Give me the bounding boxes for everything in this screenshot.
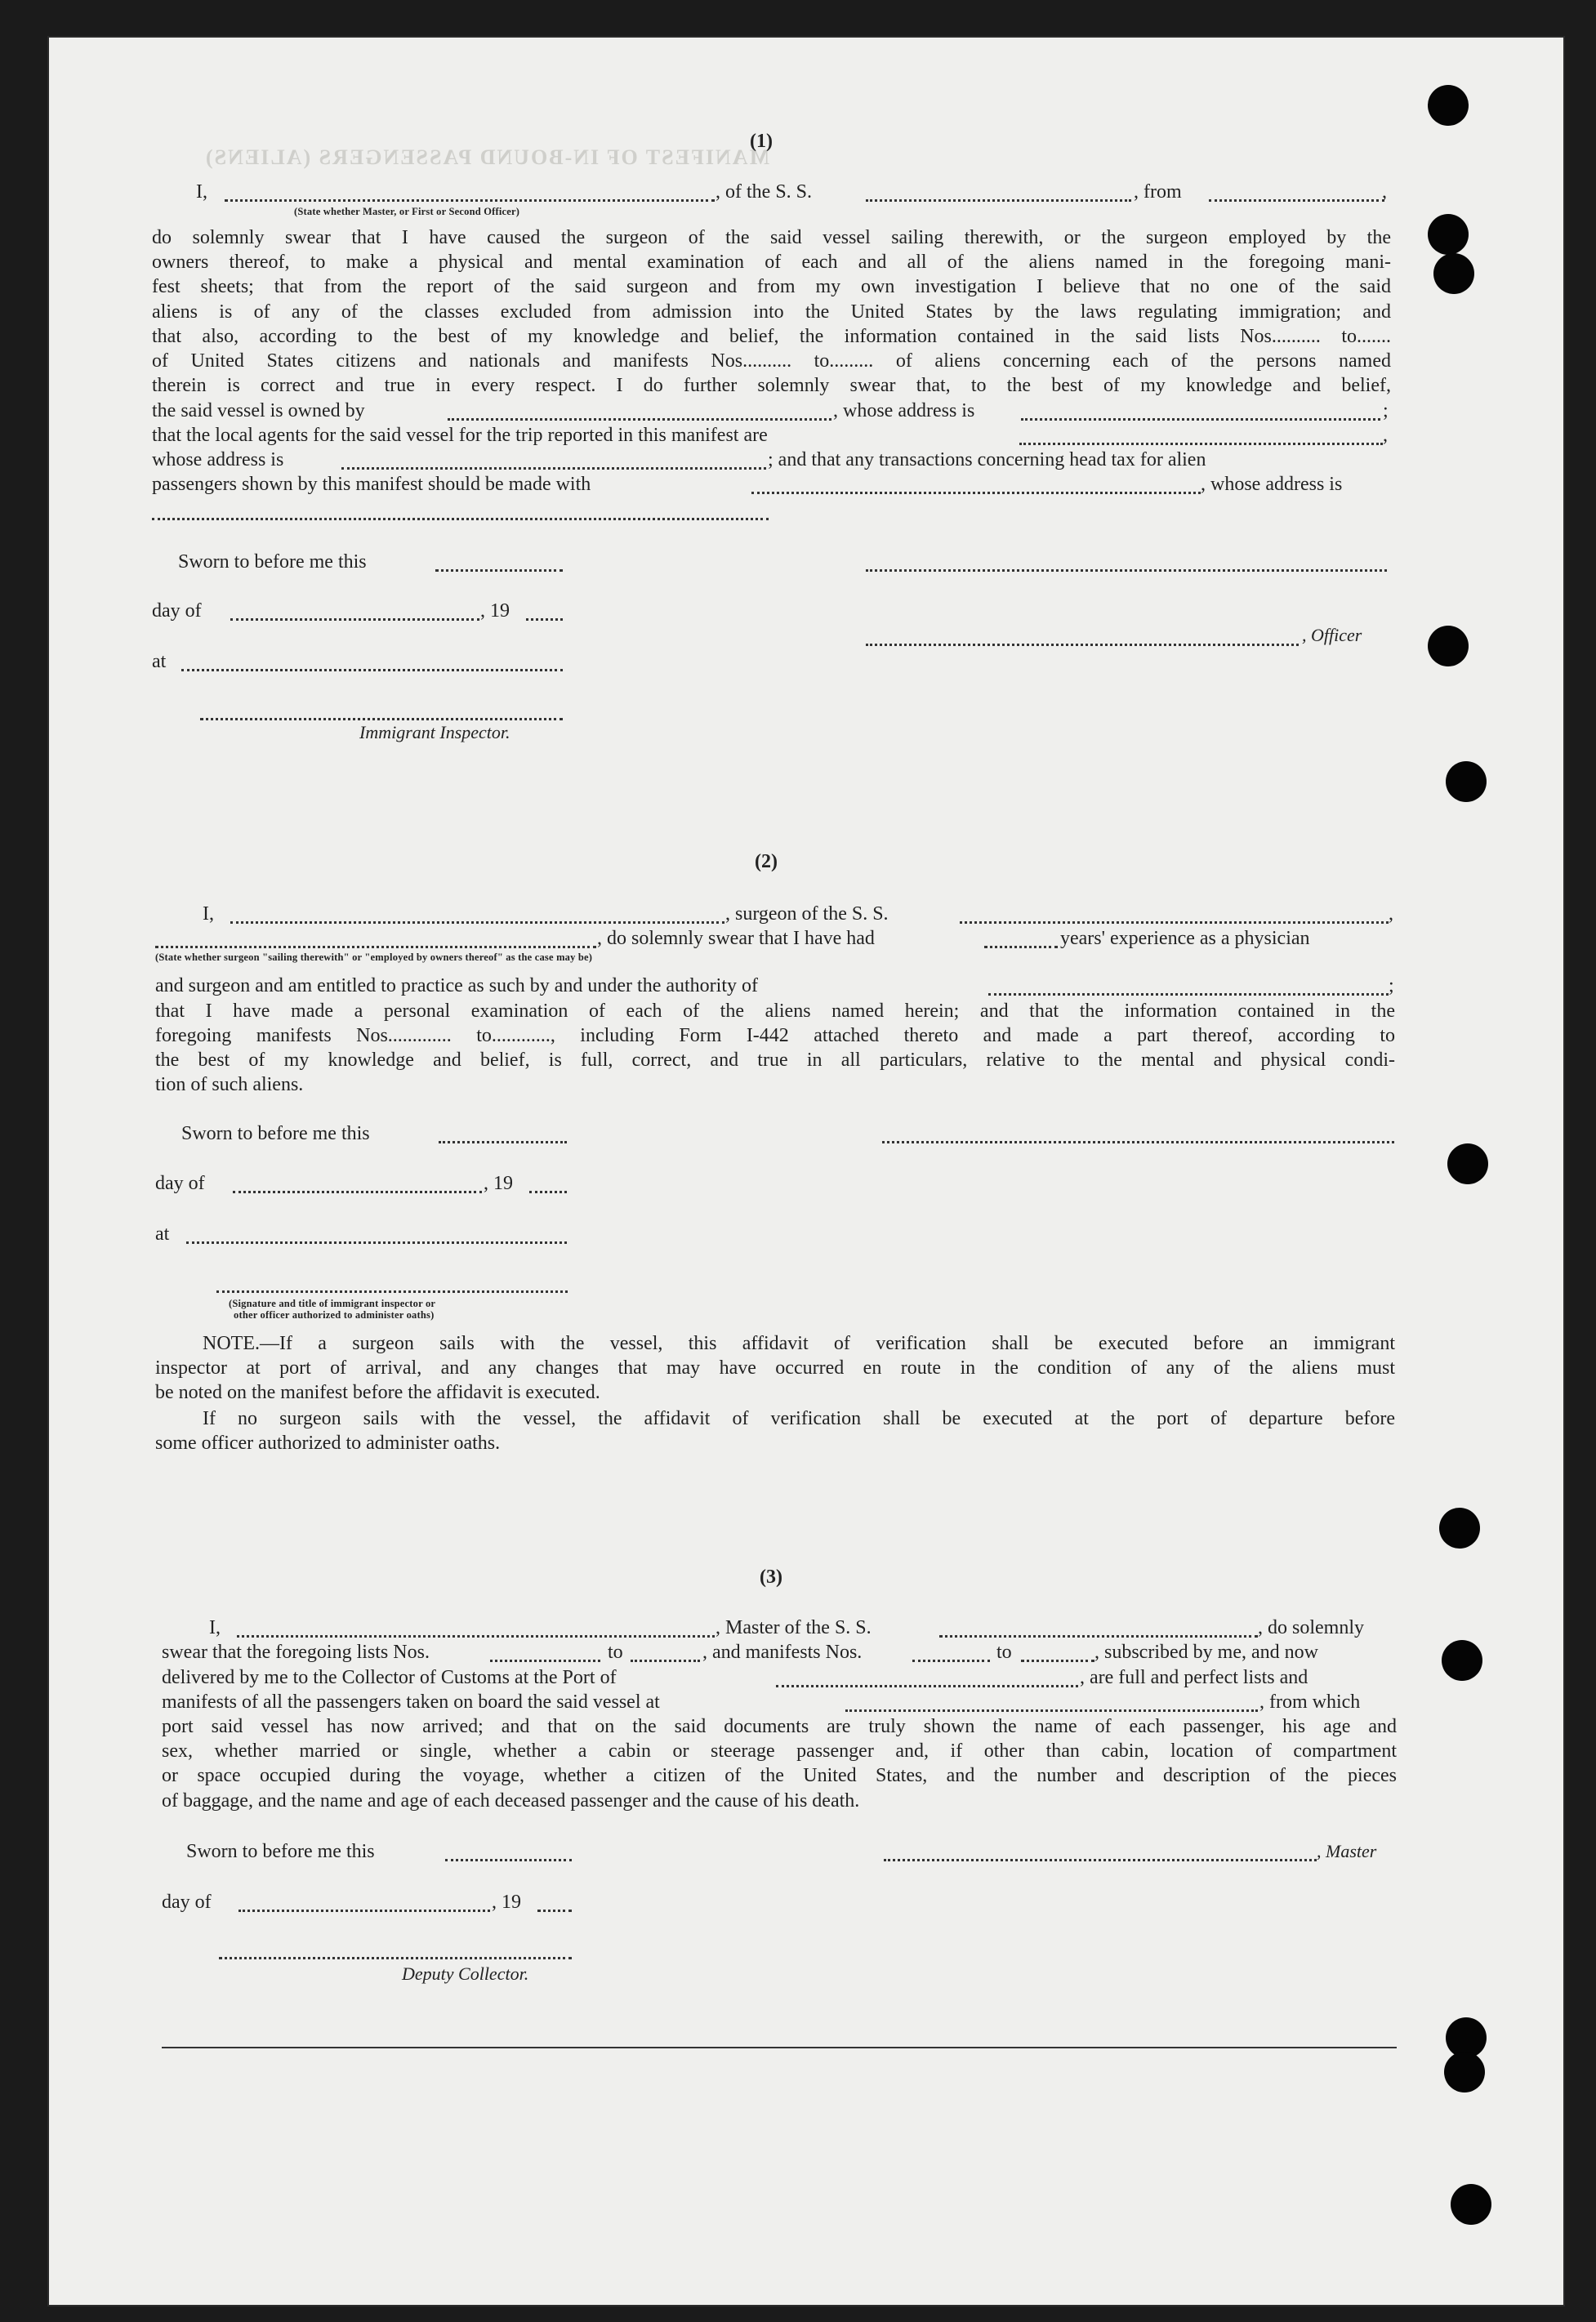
label-day-of: day of bbox=[152, 600, 202, 622]
label-of-ss: , of the S. S. bbox=[716, 181, 813, 203]
label-master-of: , Master of the S. S. bbox=[716, 1617, 872, 1638]
label-surgeon-of: , surgeon of the S. S. bbox=[725, 903, 889, 925]
master-name-field[interactable] bbox=[237, 1635, 715, 1638]
label-19: , 19 bbox=[480, 600, 510, 622]
semicolon: ; bbox=[1389, 975, 1394, 996]
oath-line: of United States citizens and nationals and manifests Nos.......... to......... of aliens concerning each of the persons named bbox=[152, 350, 1391, 372]
oath-line: tion of such aliens. bbox=[155, 1074, 304, 1095]
lists-to-field[interactable] bbox=[631, 1660, 700, 1662]
label-local-agents: that the local agents for the said vessel for the trip reported in this manifest are bbox=[152, 425, 768, 446]
oath-line: the best of my knowledge and belief, is full, correct, and true in all particulars, relative to the mental and physical condi- bbox=[155, 1050, 1395, 1071]
label-day-of: day of bbox=[162, 1892, 212, 1913]
binder-hole bbox=[1439, 1508, 1480, 1549]
label-passengers: passengers shown by this manifest should be made with bbox=[152, 474, 591, 495]
label-whose-address: , whose address is bbox=[833, 400, 975, 421]
inspector-signature-field[interactable] bbox=[216, 1290, 568, 1293]
head-tax-contact-field[interactable] bbox=[751, 492, 1201, 494]
label-day-of: day of bbox=[155, 1173, 205, 1194]
label-at: at bbox=[155, 1223, 170, 1245]
vessel-name-field-2[interactable] bbox=[960, 921, 1389, 924]
oath-line: therein is correct and true in every respect. I do further solemnly swear that, to the best of my knowledge and belief, bbox=[152, 375, 1391, 396]
label-subscribed: , subscribed by me, and now bbox=[1094, 1642, 1318, 1663]
agents-address-field[interactable] bbox=[341, 467, 766, 470]
note-line: If no surgeon sails with the vessel, the affidavit of verification shall be executed at the port of departure before bbox=[203, 1408, 1395, 1429]
departure-port-field[interactable] bbox=[1209, 199, 1384, 202]
lists-from-field[interactable] bbox=[490, 1660, 600, 1662]
label-swear: , do solemnly swear that I have had bbox=[597, 928, 875, 949]
month-field[interactable] bbox=[230, 618, 479, 621]
port-field[interactable] bbox=[776, 1685, 1078, 1687]
note-label: NOTE. bbox=[203, 1333, 260, 1354]
comma: , bbox=[1382, 181, 1387, 203]
master-label: , Master bbox=[1317, 1841, 1377, 1861]
place-field[interactable] bbox=[181, 669, 563, 671]
label-19: , 19 bbox=[492, 1892, 521, 1913]
sworn-date-field[interactable] bbox=[435, 569, 563, 572]
section-number: (2) bbox=[755, 851, 778, 872]
year-field[interactable] bbox=[529, 1191, 567, 1193]
officer-label: , Officer bbox=[1302, 625, 1362, 645]
label-i: I, bbox=[203, 903, 214, 925]
label-to: to bbox=[996, 1642, 1012, 1663]
note-line bbox=[203, 1331, 1395, 1356]
month-field[interactable] bbox=[233, 1191, 482, 1193]
oath-line: or space occupied during the voyage, whether a citizen of the United States, and the number and description of the pieces bbox=[162, 1765, 1397, 1786]
label-whose-address-2: whose address is bbox=[152, 449, 284, 470]
binder-hole bbox=[1447, 1143, 1488, 1184]
oath-line: that also, according to the best of my knowledge and belief, the information contained in the said lists Nos.......... to....... bbox=[152, 326, 1391, 347]
label-i: I, bbox=[196, 181, 207, 203]
officer-signature-field[interactable] bbox=[866, 644, 1299, 646]
oath-line: do solemnly swear that I have caused the surgeon of the said vessel sailing therewith, or the surgeon employed by the bbox=[152, 227, 1391, 248]
month-field[interactable] bbox=[239, 1910, 490, 1912]
owner-address-field[interactable] bbox=[1021, 418, 1380, 421]
label-whose-address-3: , whose address is bbox=[1201, 474, 1343, 495]
label-delivered: delivered by me to the Collector of Customs at the Port of bbox=[162, 1667, 617, 1688]
label-sworn: Sworn to before me this bbox=[186, 1841, 375, 1862]
semicolon: ; bbox=[1383, 400, 1389, 421]
binder-hole bbox=[1428, 626, 1469, 666]
label-at: at bbox=[152, 651, 167, 672]
surgeon-name-field[interactable] bbox=[230, 921, 724, 924]
label-from: , from bbox=[1134, 181, 1182, 203]
label-do-solemnly: , do solemnly bbox=[1258, 1617, 1364, 1638]
authority-field[interactable] bbox=[988, 993, 1389, 996]
oath-line: that I have made a personal examination of each of the aliens named herein; and that the information contained in the bbox=[155, 1001, 1395, 1022]
vessel-name-field-3[interactable] bbox=[939, 1635, 1258, 1638]
year-field[interactable] bbox=[526, 618, 563, 621]
binder-hole bbox=[1446, 761, 1487, 802]
label-owned-by: the said vessel is owned by bbox=[152, 400, 365, 421]
manifests-to-field[interactable] bbox=[1021, 1660, 1094, 1662]
oath-line: port said vessel has now arrived; and that on the said documents are truly shown the name of each passenger, his age and bbox=[162, 1716, 1397, 1737]
sworn-date-field[interactable] bbox=[445, 1859, 572, 1861]
label-from-which: , from which bbox=[1259, 1691, 1361, 1713]
deputy-label: Deputy Collector. bbox=[402, 1963, 529, 1984]
oath-line: of baggage, and the name and age of each deceased passenger and the cause of his death. bbox=[162, 1790, 860, 1812]
note-line: some officer authorized to administer oaths. bbox=[155, 1433, 501, 1454]
oath-line: owners thereof, to make a physical and mental examination of each and all of the aliens named in the foregoing mani- bbox=[152, 252, 1391, 273]
surgeon-status-caption: (State whether surgeon "sailing therewith" or "employed by owners thereof" as the case may be) bbox=[155, 952, 593, 963]
label-full-perfect: , are full and perfect lists and bbox=[1080, 1667, 1308, 1688]
vessel-name-field[interactable] bbox=[866, 199, 1131, 202]
place-field[interactable] bbox=[186, 1241, 567, 1244]
label-to: to bbox=[608, 1642, 623, 1663]
oath-line: fest sheets; that from the report of the said surgeon and from my own investigation I believe that no one of the said bbox=[152, 276, 1391, 297]
deputy-signature-field[interactable] bbox=[219, 1957, 572, 1959]
note-line: inspector at port of arrival, and any changes that may have occurred en route in the condition of any of the aliens must bbox=[155, 1357, 1395, 1379]
master-signature-field[interactable] bbox=[884, 1859, 1317, 1861]
label-manifests-all: manifests of all the passengers taken on board the said vessel at bbox=[162, 1691, 660, 1713]
label-lists: swear that the foregoing lists Nos. bbox=[162, 1642, 430, 1663]
signature-caption: (Signature and title of immigrant inspector or bbox=[229, 1298, 436, 1309]
officer-name-field[interactable] bbox=[225, 199, 715, 202]
oath-line: aliens is of any of the classes excluded from admission into the United States by the laws regulating immigration; and bbox=[152, 301, 1391, 323]
label-i: I, bbox=[209, 1617, 221, 1638]
note-text: —If a surgeon sails with the vessel, this affidavit of verification shall be executed before an immigrant bbox=[259, 1333, 1395, 1354]
label-19: , 19 bbox=[484, 1173, 513, 1194]
binder-hole bbox=[1442, 1640, 1482, 1681]
note-line: be noted on the manifest before the affidavit is executed. bbox=[155, 1382, 600, 1403]
label-head-tax: ; and that any transactions concerning head tax for alien bbox=[768, 449, 1206, 470]
binder-hole bbox=[1428, 214, 1469, 255]
section-number: (3) bbox=[760, 1567, 782, 1588]
inspector-label: Immigrant Inspector. bbox=[359, 722, 510, 742]
label-manifests: , and manifests Nos. bbox=[702, 1642, 863, 1663]
binder-hole bbox=[1444, 2052, 1485, 2092]
surgeon-status-field[interactable] bbox=[155, 946, 596, 948]
label-years: years' experience as a physician bbox=[1060, 928, 1310, 949]
binder-hole bbox=[1451, 2184, 1491, 2225]
comma: , bbox=[1389, 903, 1393, 925]
oath-line: sex, whether married or single, whether a cabin or steerage passenger and, if other than cabin, location of compartment bbox=[162, 1740, 1397, 1762]
sworn-date-field[interactable] bbox=[439, 1141, 567, 1143]
label-authority: and surgeon and am entitled to practice as such by and under the authority of bbox=[155, 975, 758, 996]
officer-signature-line-top[interactable] bbox=[866, 569, 1387, 572]
binder-hole bbox=[1428, 85, 1469, 126]
label-sworn: Sworn to before me this bbox=[181, 1123, 370, 1144]
surgeon-signature-field[interactable] bbox=[882, 1141, 1394, 1143]
embark-port-field[interactable] bbox=[845, 1709, 1258, 1712]
year-field[interactable] bbox=[537, 1910, 572, 1912]
bleed-through-header: MANIFEST OF IN-BOUND PASSENGERS (ALIENS) bbox=[204, 145, 770, 169]
officer-caption: (State whether Master, or First or Second Officer) bbox=[294, 206, 520, 217]
comma: , bbox=[1383, 425, 1388, 446]
local-agents-field[interactable] bbox=[1019, 443, 1383, 445]
years-field[interactable] bbox=[984, 946, 1058, 948]
contact-address-field[interactable] bbox=[152, 518, 769, 520]
section-number: (1) bbox=[750, 131, 773, 152]
manifests-from-field[interactable] bbox=[912, 1660, 990, 1662]
inspector-signature-field[interactable] bbox=[200, 718, 563, 720]
label-sworn: Sworn to before me this bbox=[178, 551, 367, 573]
oath-line: foregoing manifests Nos............. to............, including Form I-442 attached thereto and made a part thereof, according to bbox=[155, 1025, 1395, 1046]
signature-caption: other officer authorized to administer oaths) bbox=[234, 1309, 435, 1321]
binder-hole bbox=[1433, 253, 1474, 294]
owner-field[interactable] bbox=[448, 418, 831, 421]
bottom-rule bbox=[162, 2047, 1397, 2048]
